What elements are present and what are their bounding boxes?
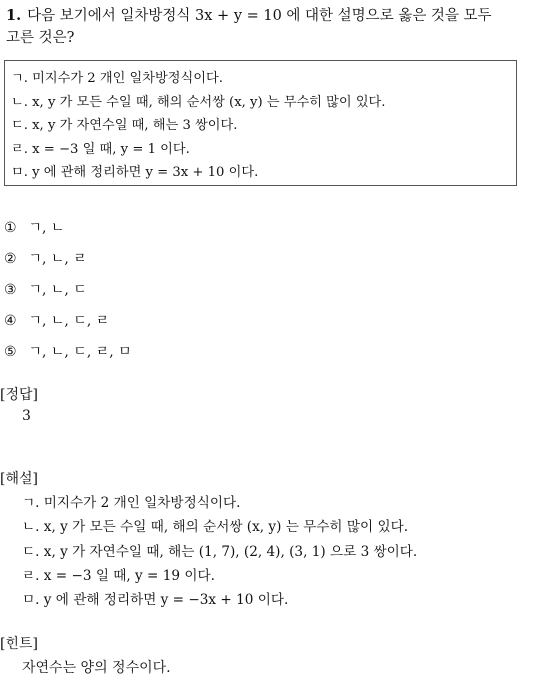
explanation-line: ㄱ. 미지수가 2 개인 일차방정식이다. [22,495,241,511]
choice-5[interactable] [4,340,132,371]
choice-text: ㄱ, ㄴ, ㄹ [28,251,87,267]
question-text-line1: 다음 보기에서 일차방정식 3x + y = 10 에 대한 설명으로 옳은 것을 모두 [27,8,492,24]
choice-mark: ③ [4,282,17,298]
choice-text: ㄱ, ㄴ, ㄷ [28,282,87,298]
explanation-body [22,492,417,613]
explanation-line: ㄹ. x = −3 일 때, y = 19 이다. [22,567,215,584]
hint-text: 자연수는 양의 정수이다. [22,660,171,676]
answer-value: 3 [22,408,31,424]
statement-item: ㄴ. x, y 가 모든 수일 때, 해의 순서쌍 (x, y) 는 무수히 많이 있다. [11,94,386,110]
choice-mark: ② [4,251,17,267]
hint-label: [힌트] [0,636,38,652]
explanation-line: ㅁ. y 에 관해 정리하면 y = −3x + 10 이다. [22,592,289,609]
question-text [6,5,528,49]
choice-mark: ① [4,220,17,236]
choice-4[interactable] [4,309,132,340]
statement-item: ㅁ. y 에 관해 정리하면 y = 3x + 10 이다. [11,165,259,180]
statement-item: ㄱ. 미지수가 2 개인 일차방정식이다. [11,71,223,86]
choice-text: ㄱ, ㄴ, ㄷ, ㄹ [28,313,110,329]
explanation-label: [해설] [0,471,38,487]
choice-2[interactable] [4,247,132,278]
choice-mark: ⑤ [4,344,17,360]
statement-item: ㄷ. x, y 가 자연수일 때, 해는 3 쌍이다. [11,118,238,133]
choice-1[interactable] [4,216,132,247]
choice-text: ㄱ, ㄴ, ㄷ, ㄹ, ㅁ [28,344,132,360]
answer-label: [정답] [0,387,38,403]
choice-text: ㄱ, ㄴ [28,220,65,236]
question-text-line2: 고른 것은? [6,30,75,46]
answer-choices [4,216,132,371]
explanation-line: ㄷ. x, y 가 자연수일 때, 해는 (1, 7), (2, 4), (3, 1) 으로 3 쌍이다. [22,543,418,560]
statements-box [4,60,517,186]
choice-3[interactable] [4,278,132,309]
choice-mark: ④ [4,313,17,329]
explanation-line: ㄴ. x, y 가 모든 수일 때, 해의 순서쌍 (x, y) 는 무수히 많이 있다. [22,519,409,536]
statement-item: ㄹ. x = −3 일 때, y = 1 이다. [11,141,190,157]
question-number: 1. [6,7,22,24]
